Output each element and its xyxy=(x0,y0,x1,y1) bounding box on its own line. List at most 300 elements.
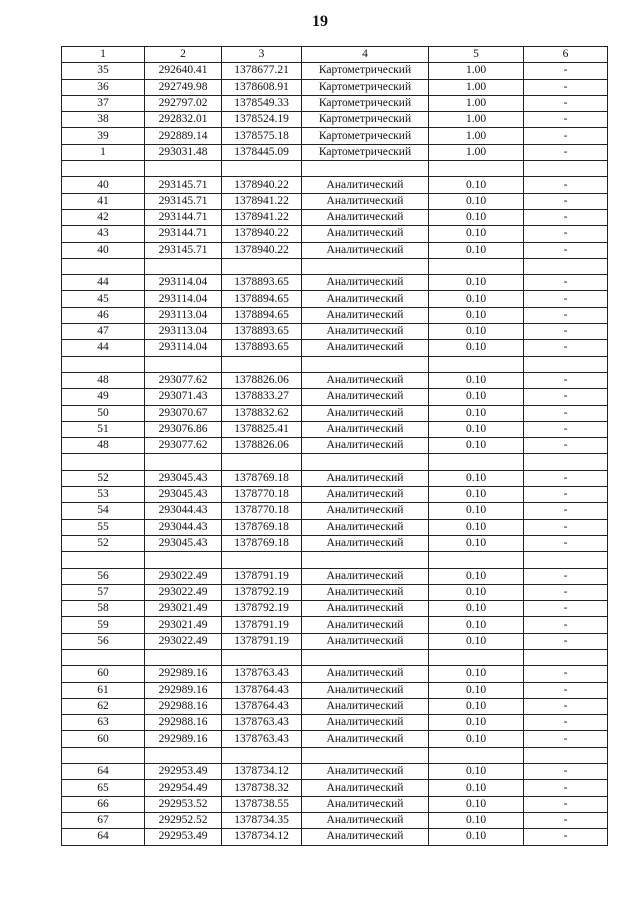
method-cell xyxy=(302,649,429,665)
accuracy-cell: 0.10 xyxy=(429,487,524,503)
table-row xyxy=(62,780,608,796)
point-number-cell: 52 xyxy=(62,470,145,486)
note-cell: - xyxy=(524,584,608,600)
method-cell: Аналитический xyxy=(302,177,429,193)
y-coordinate-cell: 1378770.18 xyxy=(222,503,302,519)
accuracy-cell: 0.10 xyxy=(429,291,524,307)
table-row xyxy=(62,242,608,258)
x-coordinate-cell: 293045.43 xyxy=(145,535,222,551)
x-coordinate-cell: 292889.14 xyxy=(145,128,222,144)
point-number-cell: 50 xyxy=(62,405,145,421)
point-number-cell: 65 xyxy=(62,780,145,796)
accuracy-cell: 0.10 xyxy=(429,470,524,486)
accuracy-cell xyxy=(429,161,524,177)
accuracy-cell: 0.10 xyxy=(429,193,524,209)
point-number-cell: 61 xyxy=(62,682,145,698)
point-number-cell: 1 xyxy=(62,144,145,160)
table-row xyxy=(62,682,608,698)
x-coordinate-cell: 293021.49 xyxy=(145,601,222,617)
table-row xyxy=(62,421,608,437)
x-coordinate-cell: 292749.98 xyxy=(145,79,222,95)
y-coordinate-cell: 1378791.19 xyxy=(222,633,302,649)
method-cell: Аналитический xyxy=(302,568,429,584)
x-coordinate-cell: 293021.49 xyxy=(145,617,222,633)
note-cell xyxy=(524,552,608,568)
y-coordinate-cell: 1378894.65 xyxy=(222,291,302,307)
method-cell: Аналитический xyxy=(302,275,429,291)
table-separator-row xyxy=(62,356,608,372)
x-coordinate-cell xyxy=(145,747,222,763)
method-cell: Картометрический xyxy=(302,128,429,144)
x-coordinate-cell: 293071.43 xyxy=(145,389,222,405)
method-cell: Аналитический xyxy=(302,372,429,388)
method-cell xyxy=(302,356,429,372)
accuracy-cell: 0.10 xyxy=(429,226,524,242)
accuracy-cell: 0.10 xyxy=(429,340,524,356)
method-cell: Картометрический xyxy=(302,112,429,128)
y-coordinate-cell: 1378940.22 xyxy=(222,177,302,193)
x-coordinate-cell: 292954.49 xyxy=(145,780,222,796)
x-coordinate-cell xyxy=(145,649,222,665)
accuracy-cell xyxy=(429,454,524,470)
note-cell: - xyxy=(524,682,608,698)
accuracy-cell: 1.00 xyxy=(429,95,524,111)
point-number-cell xyxy=(62,552,145,568)
x-coordinate-cell: 293070.67 xyxy=(145,405,222,421)
point-number-cell xyxy=(62,161,145,177)
accuracy-cell: 0.10 xyxy=(429,812,524,828)
point-number-cell: 58 xyxy=(62,601,145,617)
point-number-cell: 56 xyxy=(62,568,145,584)
note-cell xyxy=(524,356,608,372)
x-coordinate-cell xyxy=(145,552,222,568)
x-coordinate-cell: 292989.16 xyxy=(145,682,222,698)
note-cell: - xyxy=(524,698,608,714)
table-row xyxy=(62,796,608,812)
table-row xyxy=(62,193,608,209)
y-coordinate-cell: 1378893.65 xyxy=(222,275,302,291)
method-cell: Картометрический xyxy=(302,79,429,95)
x-coordinate-cell: 292797.02 xyxy=(145,95,222,111)
method-cell: Аналитический xyxy=(302,812,429,828)
column-header: 5 xyxy=(429,47,524,63)
x-coordinate-cell: 292989.16 xyxy=(145,731,222,747)
accuracy-cell: 0.10 xyxy=(429,421,524,437)
table-row xyxy=(62,438,608,454)
table-row xyxy=(62,584,608,600)
accuracy-cell xyxy=(429,356,524,372)
method-cell: Аналитический xyxy=(302,617,429,633)
note-cell: - xyxy=(524,307,608,323)
y-coordinate-cell: 1378764.43 xyxy=(222,682,302,698)
point-number-cell: 67 xyxy=(62,812,145,828)
accuracy-cell: 0.10 xyxy=(429,829,524,845)
x-coordinate-cell: 293044.43 xyxy=(145,519,222,535)
point-number-cell: 46 xyxy=(62,307,145,323)
accuracy-cell: 0.10 xyxy=(429,405,524,421)
note-cell: - xyxy=(524,275,608,291)
note-cell: - xyxy=(524,633,608,649)
point-number-cell: 45 xyxy=(62,291,145,307)
method-cell: Аналитический xyxy=(302,698,429,714)
accuracy-cell: 1.00 xyxy=(429,63,524,79)
y-coordinate-cell: 1378791.19 xyxy=(222,568,302,584)
accuracy-cell: 0.10 xyxy=(429,389,524,405)
table-row xyxy=(62,389,608,405)
y-coordinate-cell xyxy=(222,356,302,372)
y-coordinate-cell: 1378738.32 xyxy=(222,780,302,796)
table-row xyxy=(62,405,608,421)
table-row xyxy=(62,226,608,242)
y-coordinate-cell: 1378792.19 xyxy=(222,601,302,617)
y-coordinate-cell: 1378826.06 xyxy=(222,438,302,454)
note-cell: - xyxy=(524,438,608,454)
y-coordinate-cell: 1378791.19 xyxy=(222,617,302,633)
y-coordinate-cell: 1378893.65 xyxy=(222,340,302,356)
method-cell: Аналитический xyxy=(302,470,429,486)
y-coordinate-cell: 1378575.18 xyxy=(222,128,302,144)
accuracy-cell: 0.10 xyxy=(429,177,524,193)
x-coordinate-cell: 293114.04 xyxy=(145,275,222,291)
y-coordinate-cell: 1378833.27 xyxy=(222,389,302,405)
table-row xyxy=(62,177,608,193)
method-cell: Картометрический xyxy=(302,95,429,111)
note-cell xyxy=(524,454,608,470)
accuracy-cell: 0.10 xyxy=(429,682,524,698)
x-coordinate-cell: 292640.41 xyxy=(145,63,222,79)
point-number-cell: 48 xyxy=(62,372,145,388)
method-cell xyxy=(302,454,429,470)
note-cell: - xyxy=(524,780,608,796)
method-cell: Аналитический xyxy=(302,535,429,551)
point-number-cell xyxy=(62,454,145,470)
column-header: 6 xyxy=(524,47,608,63)
table-row xyxy=(62,829,608,845)
note-cell: - xyxy=(524,177,608,193)
table-row xyxy=(62,666,608,682)
coordinates-table xyxy=(61,46,608,846)
table-row xyxy=(62,291,608,307)
accuracy-cell: 0.10 xyxy=(429,764,524,780)
note-cell: - xyxy=(524,601,608,617)
x-coordinate-cell: 293113.04 xyxy=(145,307,222,323)
accuracy-cell: 0.10 xyxy=(429,601,524,617)
method-cell: Аналитический xyxy=(302,715,429,731)
note-cell: - xyxy=(524,372,608,388)
method-cell: Аналитический xyxy=(302,226,429,242)
note-cell: - xyxy=(524,193,608,209)
method-cell xyxy=(302,258,429,274)
method-cell: Аналитический xyxy=(302,307,429,323)
x-coordinate-cell: 292988.16 xyxy=(145,698,222,714)
note-cell: - xyxy=(524,535,608,551)
y-coordinate-cell: 1378445.09 xyxy=(222,144,302,160)
point-number-cell: 44 xyxy=(62,275,145,291)
note-cell: - xyxy=(524,421,608,437)
note-cell: - xyxy=(524,226,608,242)
point-number-cell xyxy=(62,649,145,665)
point-number-cell: 49 xyxy=(62,389,145,405)
method-cell: Аналитический xyxy=(302,209,429,225)
table-row xyxy=(62,764,608,780)
note-cell: - xyxy=(524,242,608,258)
point-number-cell: 66 xyxy=(62,796,145,812)
method-cell: Аналитический xyxy=(302,291,429,307)
point-number-cell: 35 xyxy=(62,63,145,79)
y-coordinate-cell: 1378769.18 xyxy=(222,535,302,551)
x-coordinate-cell xyxy=(145,161,222,177)
x-coordinate-cell: 292953.49 xyxy=(145,829,222,845)
x-coordinate-cell: 293022.49 xyxy=(145,584,222,600)
note-cell: - xyxy=(524,340,608,356)
y-coordinate-cell: 1378940.22 xyxy=(222,226,302,242)
table-row xyxy=(62,340,608,356)
point-number-cell: 54 xyxy=(62,503,145,519)
table-row xyxy=(62,63,608,79)
note-cell: - xyxy=(524,470,608,486)
column-header: 4 xyxy=(302,47,429,63)
accuracy-cell: 0.10 xyxy=(429,372,524,388)
note-cell: - xyxy=(524,617,608,633)
point-number-cell: 39 xyxy=(62,128,145,144)
x-coordinate-cell: 292953.52 xyxy=(145,796,222,812)
x-coordinate-cell: 292953.49 xyxy=(145,764,222,780)
method-cell: Аналитический xyxy=(302,584,429,600)
y-coordinate-cell xyxy=(222,258,302,274)
table-row xyxy=(62,487,608,503)
method-cell xyxy=(302,552,429,568)
table-row xyxy=(62,79,608,95)
point-number-cell: 38 xyxy=(62,112,145,128)
note-cell: - xyxy=(524,63,608,79)
note-cell: - xyxy=(524,715,608,731)
note-cell xyxy=(524,258,608,274)
table-row xyxy=(62,112,608,128)
method-cell: Аналитический xyxy=(302,405,429,421)
method-cell: Аналитический xyxy=(302,389,429,405)
point-number-cell: 64 xyxy=(62,829,145,845)
note-cell: - xyxy=(524,112,608,128)
point-number-cell: 40 xyxy=(62,177,145,193)
point-number-cell: 37 xyxy=(62,95,145,111)
point-number-cell: 63 xyxy=(62,715,145,731)
method-cell: Аналитический xyxy=(302,601,429,617)
y-coordinate-cell: 1378941.22 xyxy=(222,209,302,225)
point-number-cell: 56 xyxy=(62,633,145,649)
accuracy-cell: 0.10 xyxy=(429,307,524,323)
y-coordinate-cell: 1378941.22 xyxy=(222,193,302,209)
method-cell: Картометрический xyxy=(302,63,429,79)
column-header: 2 xyxy=(145,47,222,63)
y-coordinate-cell: 1378893.65 xyxy=(222,324,302,340)
method-cell: Аналитический xyxy=(302,731,429,747)
x-coordinate-cell: 293145.71 xyxy=(145,193,222,209)
accuracy-cell: 0.10 xyxy=(429,568,524,584)
method-cell: Аналитический xyxy=(302,487,429,503)
accuracy-cell: 0.10 xyxy=(429,242,524,258)
accuracy-cell: 0.10 xyxy=(429,209,524,225)
accuracy-cell: 0.10 xyxy=(429,666,524,682)
note-cell: - xyxy=(524,487,608,503)
point-number-cell: 62 xyxy=(62,698,145,714)
table-row xyxy=(62,812,608,828)
note-cell: - xyxy=(524,731,608,747)
accuracy-cell: 0.10 xyxy=(429,503,524,519)
point-number-cell: 36 xyxy=(62,79,145,95)
x-coordinate-cell: 293145.71 xyxy=(145,242,222,258)
point-number-cell: 41 xyxy=(62,193,145,209)
accuracy-cell xyxy=(429,747,524,763)
y-coordinate-cell: 1378734.35 xyxy=(222,812,302,828)
y-coordinate-cell xyxy=(222,161,302,177)
note-cell: - xyxy=(524,829,608,845)
table-separator-row xyxy=(62,649,608,665)
x-coordinate-cell: 293045.43 xyxy=(145,487,222,503)
method-cell xyxy=(302,747,429,763)
note-cell: - xyxy=(524,519,608,535)
y-coordinate-cell: 1378764.43 xyxy=(222,698,302,714)
x-coordinate-cell: 293077.62 xyxy=(145,438,222,454)
page-number: 19 xyxy=(312,13,328,30)
note-cell: - xyxy=(524,666,608,682)
table-row xyxy=(62,209,608,225)
accuracy-cell xyxy=(429,552,524,568)
note-cell: - xyxy=(524,568,608,584)
y-coordinate-cell: 1378763.43 xyxy=(222,666,302,682)
method-cell: Аналитический xyxy=(302,324,429,340)
method-cell: Аналитический xyxy=(302,421,429,437)
note-cell: - xyxy=(524,812,608,828)
method-cell: Аналитический xyxy=(302,242,429,258)
table-row xyxy=(62,617,608,633)
accuracy-cell: 0.10 xyxy=(429,275,524,291)
y-coordinate-cell: 1378524.19 xyxy=(222,112,302,128)
x-coordinate-cell: 293022.49 xyxy=(145,568,222,584)
table-row xyxy=(62,324,608,340)
accuracy-cell: 0.10 xyxy=(429,584,524,600)
accuracy-cell: 0.10 xyxy=(429,796,524,812)
note-cell: - xyxy=(524,291,608,307)
y-coordinate-cell: 1378792.19 xyxy=(222,584,302,600)
x-coordinate-cell: 292989.16 xyxy=(145,666,222,682)
x-coordinate-cell: 293144.71 xyxy=(145,209,222,225)
accuracy-cell: 0.10 xyxy=(429,780,524,796)
accuracy-cell: 1.00 xyxy=(429,79,524,95)
x-coordinate-cell xyxy=(145,454,222,470)
note-cell xyxy=(524,649,608,665)
note-cell xyxy=(524,747,608,763)
table-separator-row xyxy=(62,258,608,274)
y-coordinate-cell: 1378763.43 xyxy=(222,731,302,747)
y-coordinate-cell xyxy=(222,747,302,763)
table-row xyxy=(62,470,608,486)
y-coordinate-cell: 1378770.18 xyxy=(222,487,302,503)
table-row xyxy=(62,731,608,747)
y-coordinate-cell: 1378894.65 xyxy=(222,307,302,323)
accuracy-cell xyxy=(429,649,524,665)
note-cell xyxy=(524,161,608,177)
x-coordinate-cell: 293113.04 xyxy=(145,324,222,340)
y-coordinate-cell: 1378738.55 xyxy=(222,796,302,812)
accuracy-cell: 0.10 xyxy=(429,715,524,731)
y-coordinate-cell: 1378608.91 xyxy=(222,79,302,95)
point-number-cell: 57 xyxy=(62,584,145,600)
note-cell: - xyxy=(524,405,608,421)
method-cell: Аналитический xyxy=(302,503,429,519)
table-row xyxy=(62,633,608,649)
method-cell: Аналитический xyxy=(302,780,429,796)
table-row xyxy=(62,568,608,584)
accuracy-cell: 0.10 xyxy=(429,438,524,454)
y-coordinate-cell: 1378549.33 xyxy=(222,95,302,111)
accuracy-cell: 0.10 xyxy=(429,617,524,633)
table-row xyxy=(62,535,608,551)
point-number-cell: 42 xyxy=(62,209,145,225)
method-cell: Аналитический xyxy=(302,633,429,649)
table-separator-row xyxy=(62,552,608,568)
column-header: 3 xyxy=(222,47,302,63)
point-number-cell: 59 xyxy=(62,617,145,633)
y-coordinate-cell: 1378763.43 xyxy=(222,715,302,731)
method-cell xyxy=(302,161,429,177)
table-row xyxy=(62,519,608,535)
y-coordinate-cell: 1378769.18 xyxy=(222,470,302,486)
table-row xyxy=(62,95,608,111)
accuracy-cell: 1.00 xyxy=(429,128,524,144)
x-coordinate-cell xyxy=(145,258,222,274)
table-separator-row xyxy=(62,454,608,470)
x-coordinate-cell: 293022.49 xyxy=(145,633,222,649)
method-cell: Аналитический xyxy=(302,193,429,209)
table-row xyxy=(62,144,608,160)
y-coordinate-cell xyxy=(222,454,302,470)
table-row xyxy=(62,698,608,714)
method-cell: Аналитический xyxy=(302,666,429,682)
x-coordinate-cell: 292832.01 xyxy=(145,112,222,128)
point-number-cell: 51 xyxy=(62,421,145,437)
y-coordinate-cell: 1378734.12 xyxy=(222,829,302,845)
method-cell: Аналитический xyxy=(302,764,429,780)
note-cell: - xyxy=(524,144,608,160)
y-coordinate-cell: 1378826.06 xyxy=(222,372,302,388)
accuracy-cell: 0.10 xyxy=(429,519,524,535)
header-row xyxy=(62,47,608,63)
accuracy-cell xyxy=(429,258,524,274)
note-cell: - xyxy=(524,796,608,812)
method-cell: Аналитический xyxy=(302,438,429,454)
x-coordinate-cell: 293145.71 xyxy=(145,177,222,193)
table-body xyxy=(62,63,608,845)
method-cell: Картометрический xyxy=(302,144,429,160)
method-cell: Аналитический xyxy=(302,340,429,356)
note-cell: - xyxy=(524,389,608,405)
accuracy-cell: 0.10 xyxy=(429,535,524,551)
note-cell: - xyxy=(524,324,608,340)
y-coordinate-cell: 1378734.12 xyxy=(222,764,302,780)
note-cell: - xyxy=(524,764,608,780)
table-separator-row xyxy=(62,161,608,177)
y-coordinate-cell: 1378769.18 xyxy=(222,519,302,535)
table-row xyxy=(62,307,608,323)
point-number-cell xyxy=(62,258,145,274)
point-number-cell: 44 xyxy=(62,340,145,356)
x-coordinate-cell: 293114.04 xyxy=(145,291,222,307)
x-coordinate-cell: 292952.52 xyxy=(145,812,222,828)
y-coordinate-cell xyxy=(222,649,302,665)
x-coordinate-cell: 293045.43 xyxy=(145,470,222,486)
x-coordinate-cell: 293044.43 xyxy=(145,503,222,519)
y-coordinate-cell: 1378940.22 xyxy=(222,242,302,258)
